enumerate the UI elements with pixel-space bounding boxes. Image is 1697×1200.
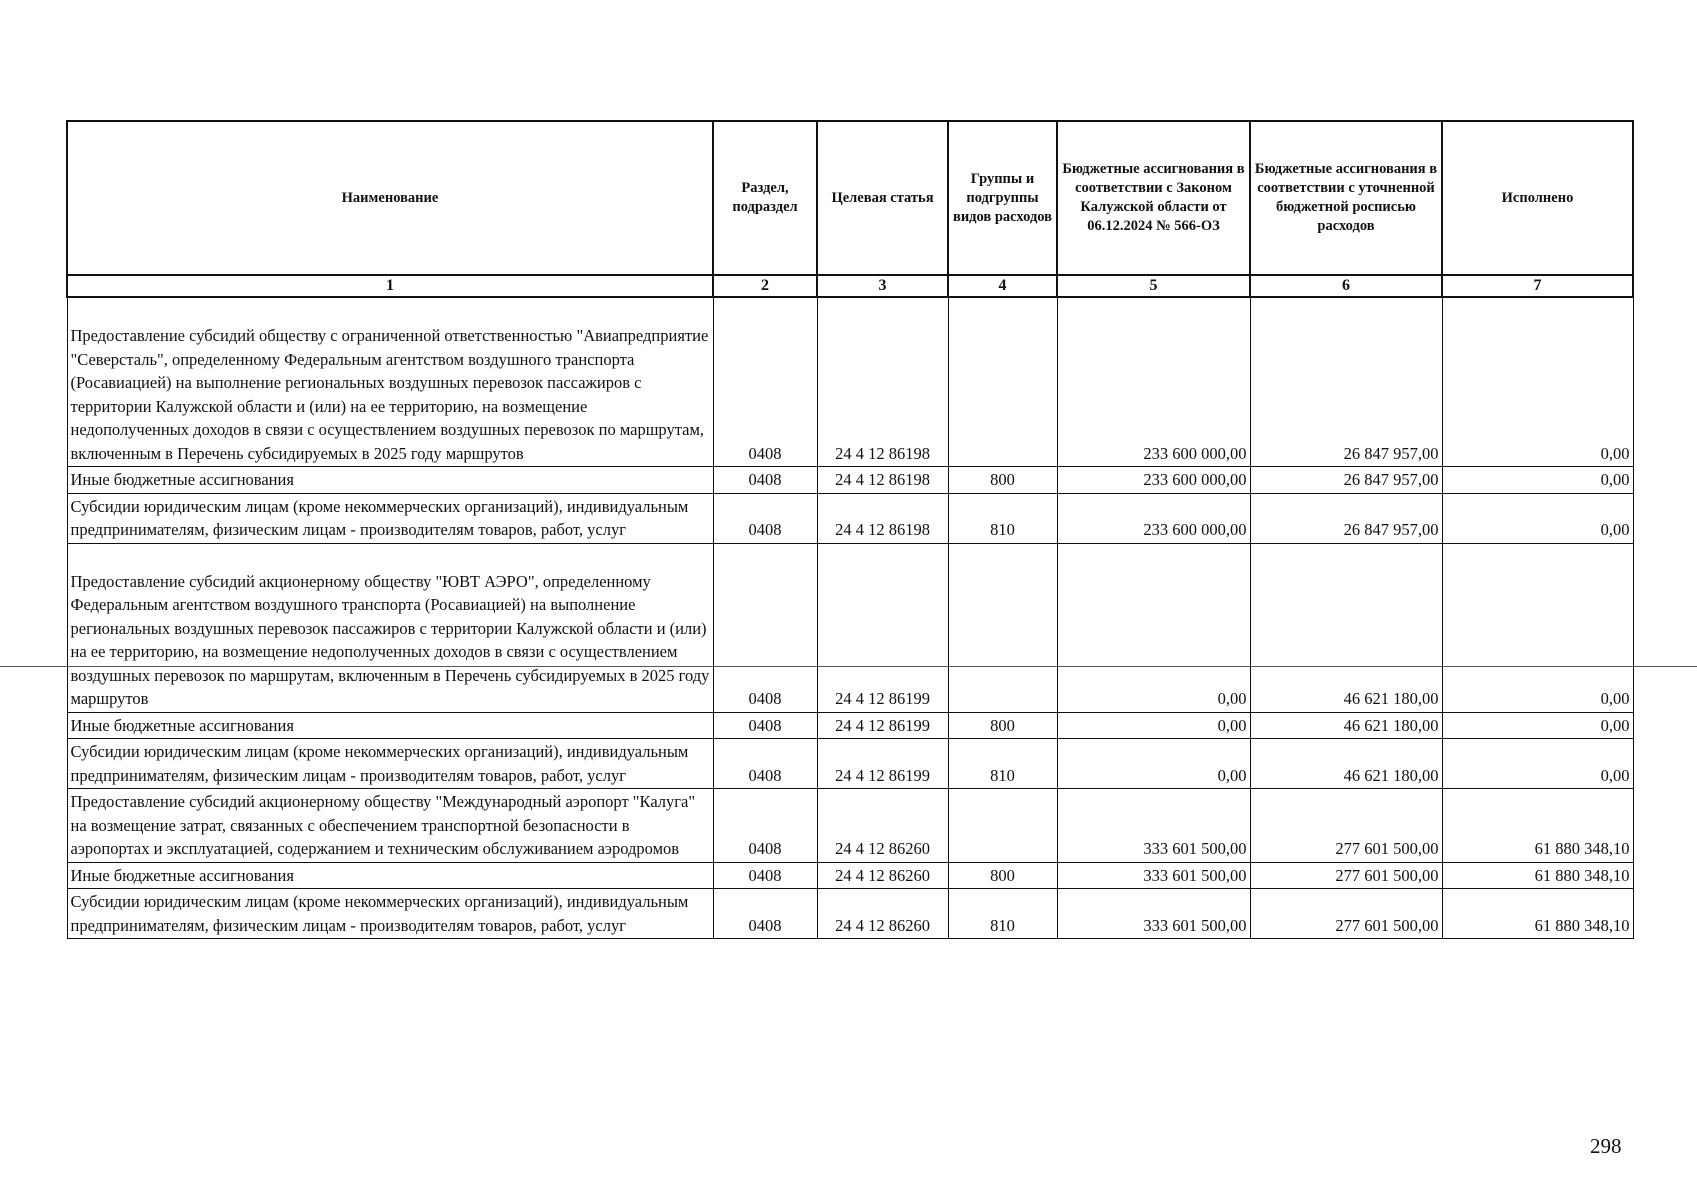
header-name: Наименование — [67, 121, 713, 275]
header-row — [67, 121, 1633, 275]
row-section: 0408 — [713, 789, 817, 863]
row-executed: 61 880 348,10 — [1442, 889, 1633, 939]
row-group: 810 — [948, 739, 1057, 789]
column-number: 3 — [817, 275, 948, 297]
row-name: Предоставление субсидий акционерному обществу "Международный аэропорт "Калуга" на возмещение затрат, связанных с обеспечением транспортной безопасности в аэропортах и эксплуатацией, содержанием и техническим обслуживанием аэродромов — [67, 789, 713, 863]
row-name: Предоставление субсидий обществу с ограниченной ответственностью "Авиапредприятие "Северсталь", определенному Федеральным агентством воздушного транспорта (Росавиацией) на выполнение региональных воздушных перевозок пассажиров с территории Калужской области и (или) на ее территорию, на возмещение недополученных доходов в связи с осуществлением воздушных перевозок по маршрутам, включенным в Перечень субсидируемых в 2025 году маршрутов — [67, 297, 713, 467]
column-number: 5 — [1057, 275, 1250, 297]
row-group: 810 — [948, 493, 1057, 543]
row-revised: 46 621 180,00 — [1250, 543, 1442, 712]
row-law: 333 601 500,00 — [1057, 789, 1250, 863]
header-executed: Исполнено — [1442, 121, 1633, 275]
row-group: 800 — [948, 712, 1057, 739]
row-section: 0408 — [713, 467, 817, 494]
column-number-row — [67, 275, 1633, 297]
row-revised: 277 601 500,00 — [1250, 789, 1442, 863]
row-law: 233 600 000,00 — [1057, 493, 1250, 543]
row-revised: 46 621 180,00 — [1250, 712, 1442, 739]
row-executed: 61 880 348,10 — [1442, 789, 1633, 863]
row-target: 24 4 12 86198 — [817, 493, 948, 543]
column-number: 1 — [67, 275, 713, 297]
row-target: 24 4 12 86199 — [817, 739, 948, 789]
row-group: 810 — [948, 889, 1057, 939]
row-section: 0408 — [713, 739, 817, 789]
row-law: 0,00 — [1057, 543, 1250, 712]
table-row — [67, 543, 1633, 712]
table-row — [67, 297, 1633, 467]
row-law: 0,00 — [1057, 739, 1250, 789]
row-revised: 26 847 957,00 — [1250, 297, 1442, 467]
row-law: 333 601 500,00 — [1057, 862, 1250, 889]
row-executed: 61 880 348,10 — [1442, 862, 1633, 889]
table-row — [67, 739, 1633, 789]
table-row — [67, 889, 1633, 939]
table-row — [67, 789, 1633, 863]
row-group: 800 — [948, 862, 1057, 889]
column-number: 2 — [713, 275, 817, 297]
table-row — [67, 467, 1633, 494]
row-target: 24 4 12 86198 — [817, 297, 948, 467]
row-name: Иные бюджетные ассигнования — [67, 467, 713, 494]
row-executed: 0,00 — [1442, 712, 1633, 739]
row-name: Субсидии юридическим лицам (кроме некоммерческих организаций), индивидуальным предпринимателям, физическим лицам - производителям товаров, работ, услуг — [67, 889, 713, 939]
page-number: 298 — [1590, 1134, 1622, 1158]
row-target: 24 4 12 86260 — [817, 789, 948, 863]
header-groups: Группы и подгруппы видов расходов — [948, 121, 1057, 275]
row-section: 0408 — [713, 712, 817, 739]
row-name: Иные бюджетные ассигнования — [67, 862, 713, 889]
row-target: 24 4 12 86198 — [817, 467, 948, 494]
column-number: 7 — [1442, 275, 1633, 297]
row-group: 800 — [948, 467, 1057, 494]
row-law: 233 600 000,00 — [1057, 297, 1250, 467]
row-name: Субсидии юридическим лицам (кроме некоммерческих организаций), индивидуальным предпринимателям, физическим лицам - производителям товаров, работ, услуг — [67, 493, 713, 543]
row-executed: 0,00 — [1442, 493, 1633, 543]
row-name: Иные бюджетные ассигнования — [67, 712, 713, 739]
header-section: Раздел, подраздел — [713, 121, 817, 275]
row-name: Субсидии юридическим лицам (кроме некоммерческих организаций), индивидуальным предпринимателям, физическим лицам - производителям товаров, работ, услуг — [67, 739, 713, 789]
row-law: 333 601 500,00 — [1057, 889, 1250, 939]
row-section: 0408 — [713, 889, 817, 939]
row-section: 0408 — [713, 297, 817, 467]
row-law: 233 600 000,00 — [1057, 467, 1250, 494]
table-row — [67, 862, 1633, 889]
row-section: 0408 — [713, 493, 817, 543]
row-revised: 277 601 500,00 — [1250, 889, 1442, 939]
row-group — [948, 297, 1057, 467]
budget-table — [66, 120, 1634, 939]
row-revised: 26 847 957,00 — [1250, 493, 1442, 543]
row-executed: 0,00 — [1442, 297, 1633, 467]
column-number: 6 — [1250, 275, 1442, 297]
row-section: 0408 — [713, 543, 817, 712]
row-revised: 277 601 500,00 — [1250, 862, 1442, 889]
row-executed: 0,00 — [1442, 543, 1633, 712]
row-target: 24 4 12 86199 — [817, 543, 948, 712]
header-target: Целевая статья — [817, 121, 948, 275]
row-executed: 0,00 — [1442, 467, 1633, 494]
row-target: 24 4 12 86199 — [817, 712, 948, 739]
row-name: Предоставление субсидий акционерному обществу "ЮВТ АЭРО", определенному Федеральным агентством воздушного транспорта (Росавиацией) на выполнение региональных воздушных перевозок пассажиров с территории Калужской области и (или) на ее территорию, на возмещение недополученных доходов в связи с осуществлением воздушных перевозок по маршрутам, включенным в Перечень субсидируемых в 2025 году маршрутов — [67, 543, 713, 712]
row-executed: 0,00 — [1442, 739, 1633, 789]
row-target: 24 4 12 86260 — [817, 862, 948, 889]
row-target: 24 4 12 86260 — [817, 889, 948, 939]
row-section: 0408 — [713, 862, 817, 889]
row-law: 0,00 — [1057, 712, 1250, 739]
row-group — [948, 789, 1057, 863]
header-revised: Бюджетные ассигнования в соответствии с уточненной бюджетной росписью расходов — [1250, 121, 1442, 275]
table-row — [67, 493, 1633, 543]
column-number: 4 — [948, 275, 1057, 297]
row-group — [948, 543, 1057, 712]
header-law: Бюджетные ассигнования в соответствии с Законом Калужской области от 06.12.2024 № 566-ОЗ — [1057, 121, 1250, 275]
row-revised: 26 847 957,00 — [1250, 467, 1442, 494]
row-revised: 46 621 180,00 — [1250, 739, 1442, 789]
table-row — [67, 712, 1633, 739]
